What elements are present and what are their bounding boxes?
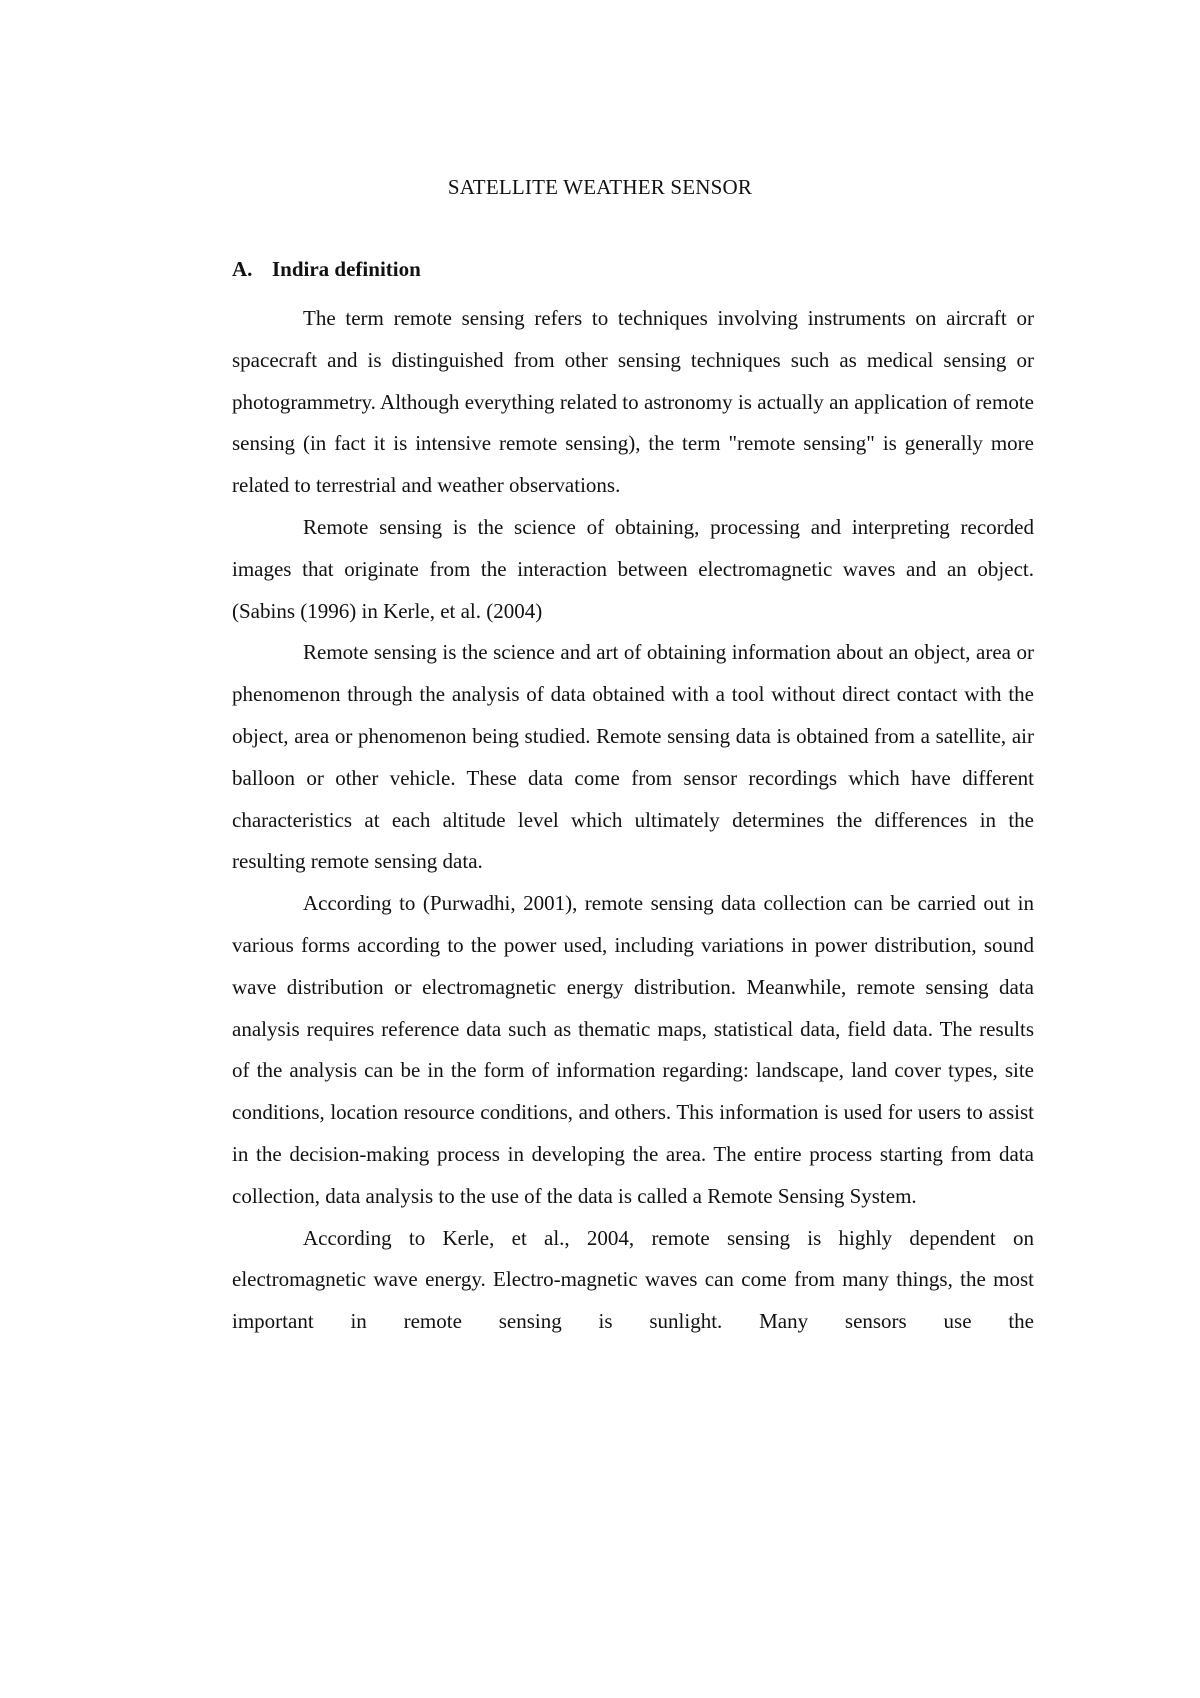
paragraph: Remote sensing is the science of obtaining, processing and interpreting recorded images that originate from the interaction between electromagnetic waves and an object. (Sabins (1996) in Kerle, et al. (2004) [232,514,1034,623]
document-body [232,298,1034,1343]
section-heading [232,254,421,284]
document-title: SATELLITE WEATHER SENSOR [447,175,753,199]
paragraph: According to (Purwadhi, 2001), remote sensing data collection can be carried out in various forms according to the power used, including variations in power distribution, sound wave distribution or electromagnetic energy distribution. Meanwhile, remote sensing data analysis requires reference data such as thematic maps, statistical data, field data. The results of the analysis can be in the form of information regarding: landscape, land cover types, site conditions, location resource conditions, and others. This information is used for users to assist in the decision-making process in developing the area. The entire process starting from data collection, data analysis to the use of the data is called a Remote Sensing System. [232,891,1034,1208]
section-heading-text: Indira definition [272,257,421,281]
paragraph: According to Kerle, et al., 2004, remote sensing is highly dependent on electromagnetic wave energy. Electro-magnetic waves can come from many things, the most important in remote sensing is sunlight. Many sensors use the [232,1225,1034,1334]
section-marker: A. [232,257,253,281]
paragraph: Remote sensing is the science and art of obtaining information about an object, area or phenomenon through the analysis of data obtained with a tool without direct contact with the object, area or phenomenon being studied. Remote sensing data is obtained from a satellite, air balloon or other vehicle. These data come from sensor recordings which have different characteristics at each altitude level which ultimately determines the differences in the resulting remote sensing data. [232,640,1034,874]
paragraph: The term remote sensing refers to techniques involving instruments on aircraft or spacecraft and is distinguished from other sensing techniques such as medical sensing or photogrammetry. Although everything related to astronomy is actually an application of remote sensing (in fact it is intensive remote sensing), the term "remote sensing" is generally more related to terrestrial and weather observations. [232,306,1034,498]
